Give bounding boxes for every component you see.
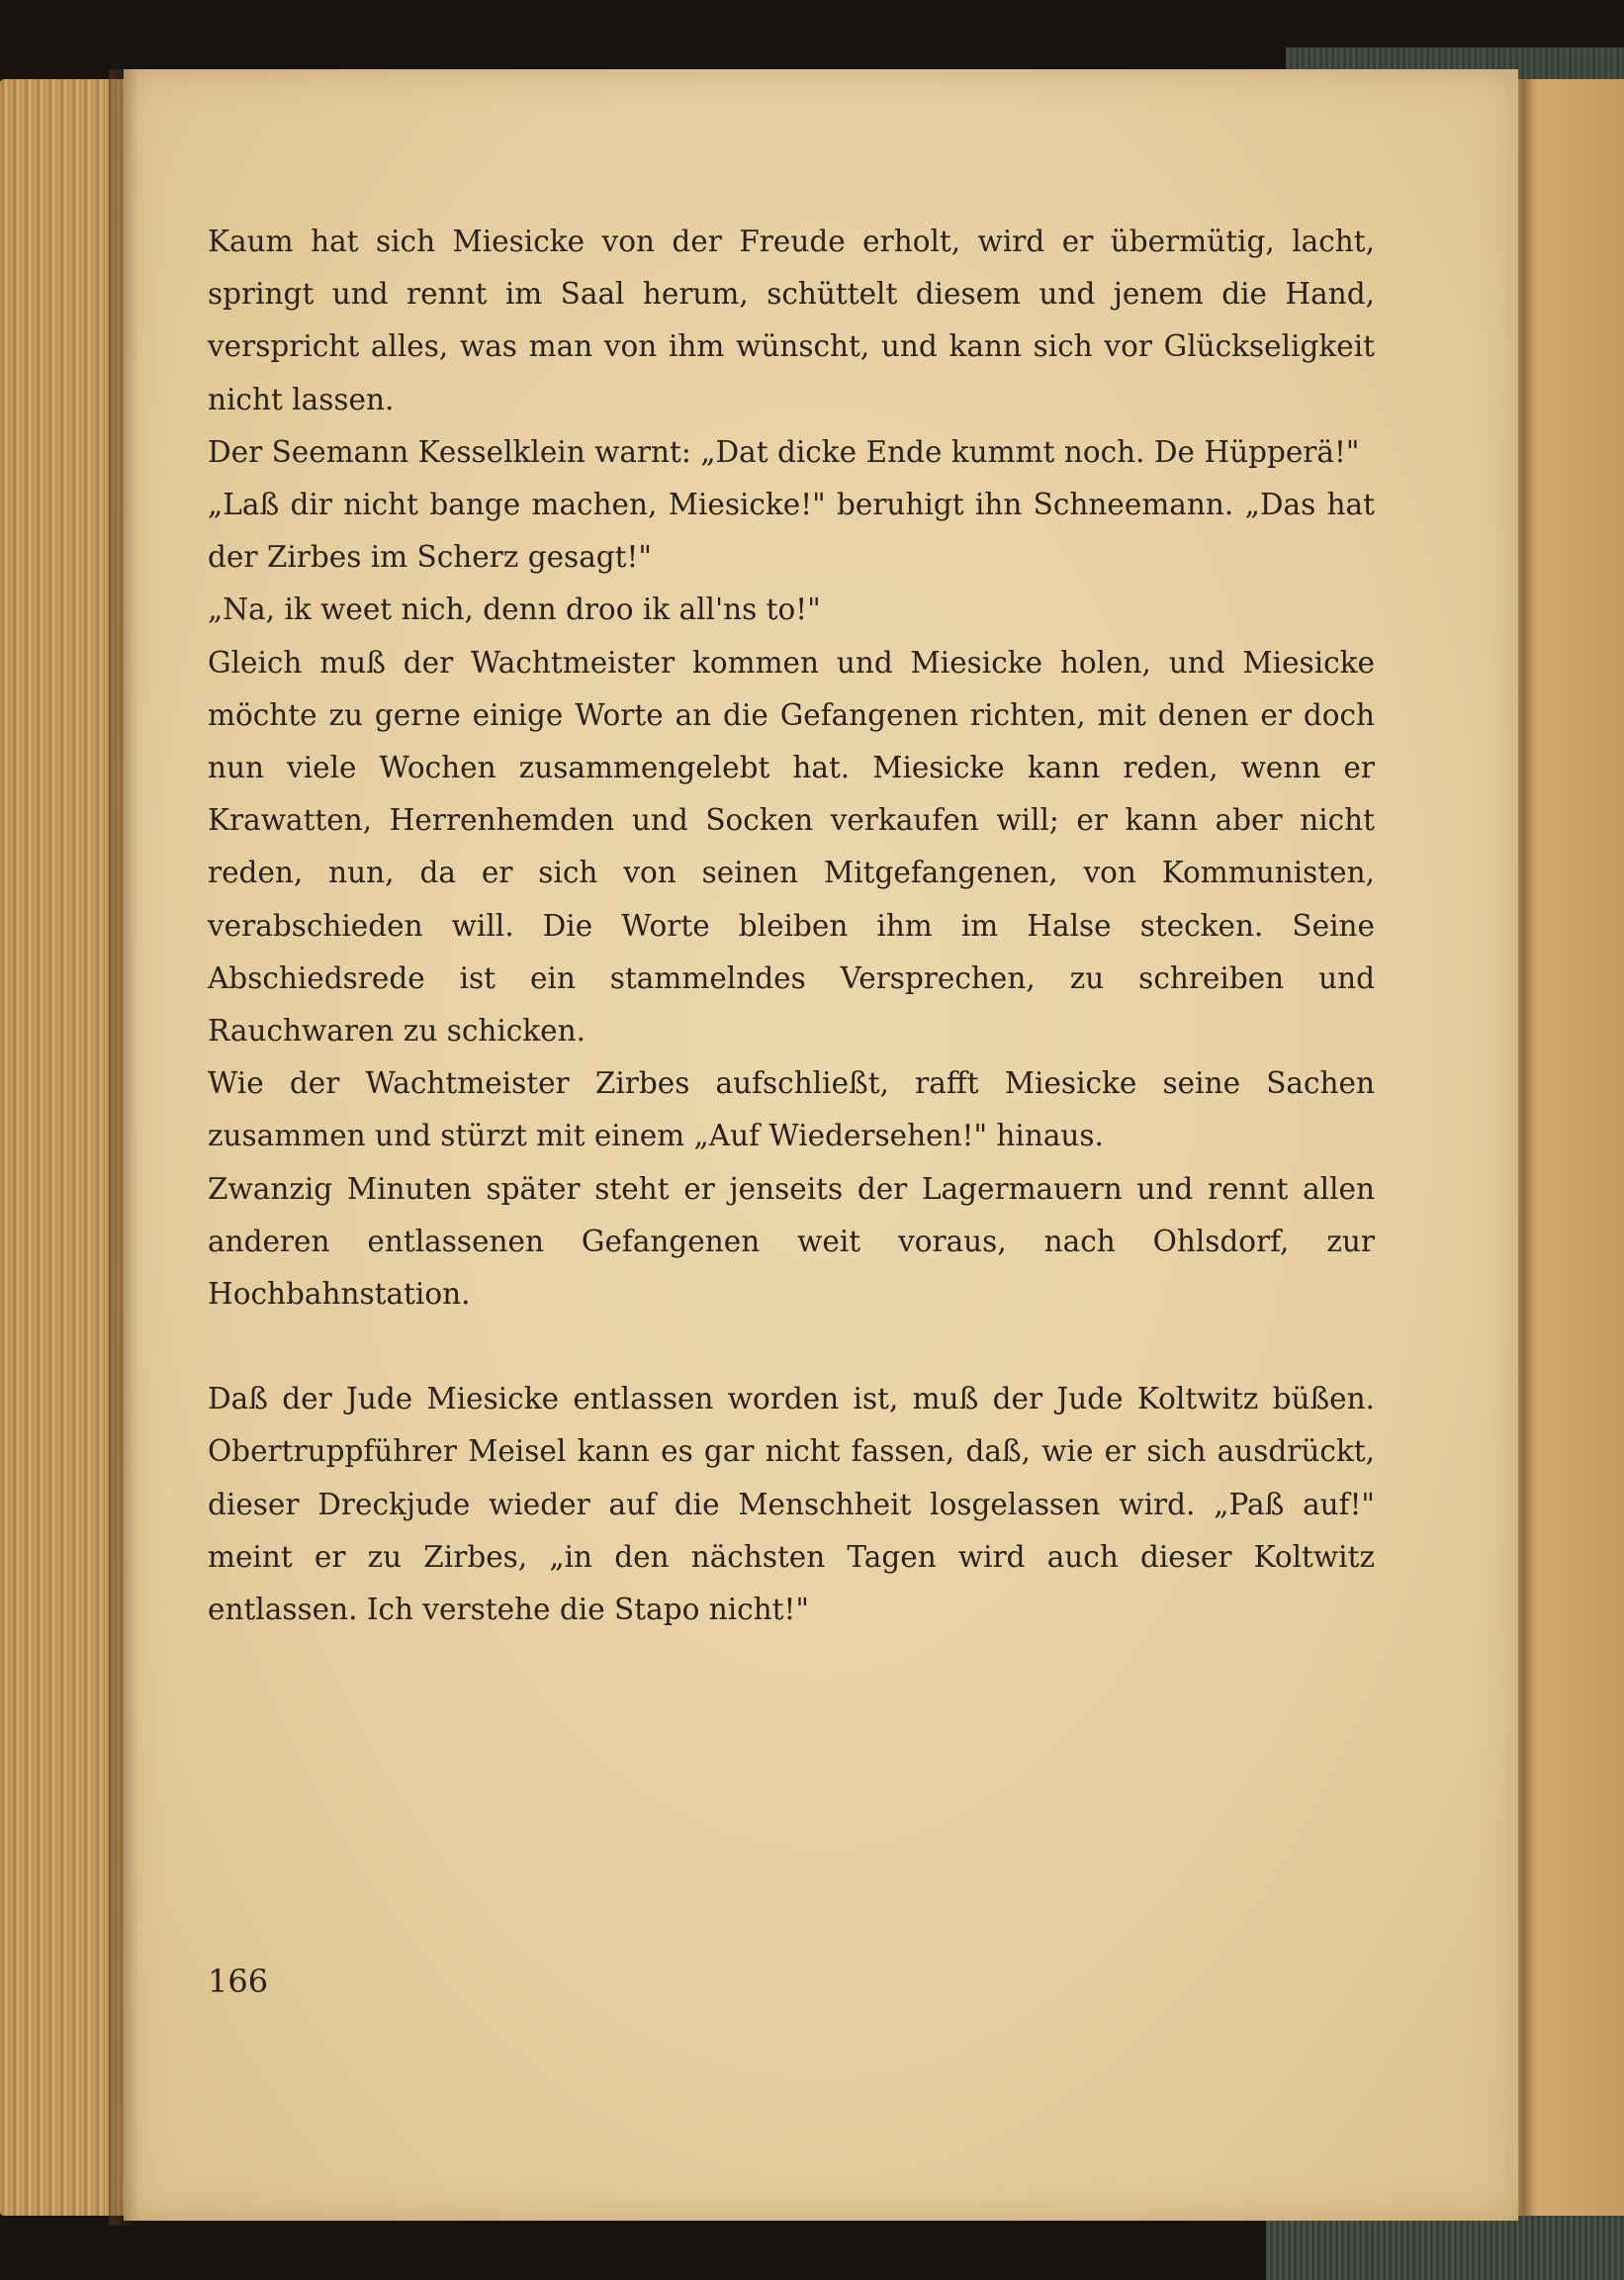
paragraph: Gleich muß der Wachtmeister kommen und Miesicke holen, und Miesicke möchte zu gerne einige Worte an die Gefangenen richten, mit denen er doch nun viele Wochen zusammengelebt hat. Miesicke kann reden, wenn er Krawatten, Herrenhemden und Socken verkaufen will; er kann aber nicht reden, nun, da er sich von seinen Mitgefangenen, von Kommunisten, verabschieden will. Die Worte bleiben ihm im Halse stecken. Seine Abschiedsrede ist ein stammelndes Versprechen, zu schreiben und Rauchwaren zu schicken. <box>208 645 1375 1049</box>
paragraph: Kaum hat sich Miesicke von der Freude erholt, wird er übermütig, lacht, springt und rennt im Saal herum, schüttelt diesem und jenem die Hand, verspricht alles, was man von ihm wünscht, und kann sich vor Glückseligkeit nicht lassen. <box>208 225 1375 416</box>
paragraph: Wie der Wachtmeister Zirbes aufschließt, rafft Miesicke seine Sachen zusammen und stürzt mit einem „Auf Wiedersehen!" hinaus. <box>208 1066 1375 1153</box>
paragraph: Zwanzig Minuten später steht er jenseits der Lagermauern und rennt allen anderen entlassenen Gefangenen weit voraus, nach Ohlsdorf, zur Hochbahnstation. <box>208 1171 1375 1312</box>
page-shadow <box>109 69 138 2226</box>
paragraph: „Na, ik weet nich, denn droo ik all'ns to!" <box>208 593 821 627</box>
section-break <box>208 1321 1375 1373</box>
page-number: 166 <box>208 1962 269 2000</box>
body-text <box>208 216 1375 1636</box>
paragraph: Der Seemann Kesselklein warnt: „Dat dicke Ende kummt noch. De Hüpperä!" <box>208 434 1360 469</box>
paragraph: Daß der Jude Miesicke entlassen worden ist, muß der Jude Koltwitz büßen. Obertruppführer Meisel kann es gar nicht fassen, daß, wie er sich ausdrückt, dieser Dreckjude wieder auf die Menschheit losgelassen wird. „Paß auf!" meint er zu Zirbes, „in den nächsten Tagen wird auch dieser Koltwitz entlassen. Ich verstehe die Stapo nicht!" <box>208 1382 1375 1627</box>
paragraph: „Laß dir nicht bange machen, Miesicke!" beruhigt ihn Schneemann. „Das hat der Zirbes im Scherz gesagt!" <box>208 488 1375 575</box>
